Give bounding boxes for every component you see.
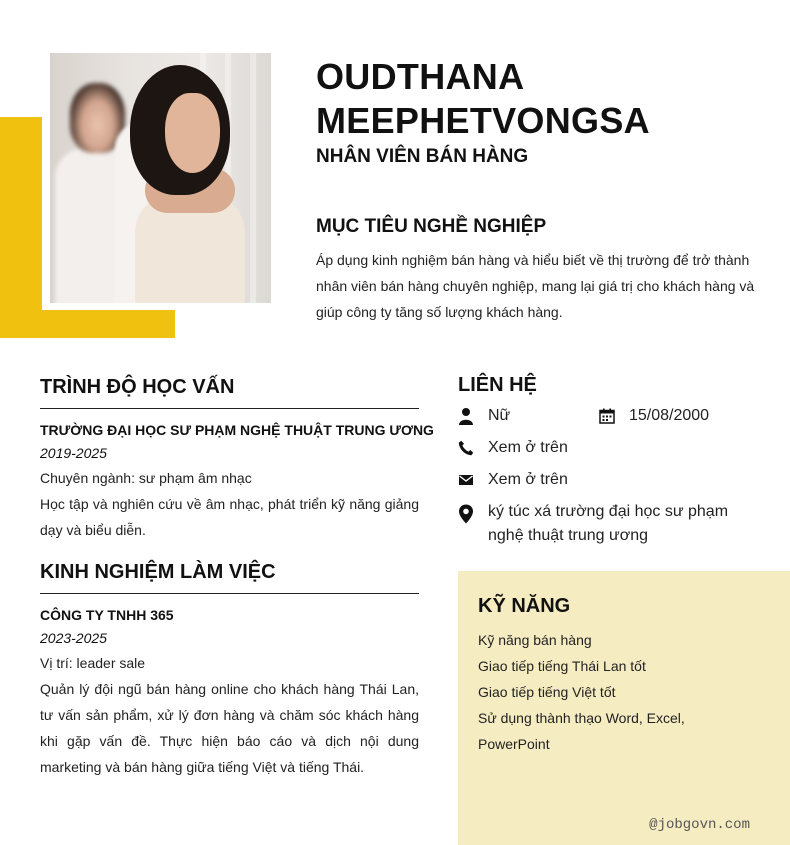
accent-bar-vertical	[0, 117, 42, 338]
education-description: Học tập và nghiên cứu về âm nhạc, phát triển kỹ năng giảng dạy và biểu diễn.	[40, 496, 419, 538]
education-divider	[40, 408, 419, 409]
education-period: 2019-2025	[40, 445, 107, 461]
skill-item: Sử dụng thành thạo Word, Excel, PowerPoint	[478, 710, 685, 752]
skills-title: KỸ NĂNG	[478, 595, 571, 617]
calendar-icon	[599, 408, 615, 424]
education-title: TRÌNH ĐỘ HỌC VẤN	[40, 376, 235, 398]
accent-bar-horizontal	[0, 310, 175, 338]
experience-company: CÔNG TY TNHH 365	[40, 607, 174, 623]
experience-title: KINH NGHIỆM LÀM VIỆC	[40, 561, 276, 583]
location-pin-icon	[457, 504, 475, 524]
phone-icon	[458, 440, 474, 456]
contact-birthday: 15/08/2000	[629, 407, 710, 424]
envelope-icon	[458, 472, 474, 488]
experience-position: Vị trí: leader sale	[40, 655, 146, 671]
profile-photo	[50, 53, 271, 303]
contact-gender: Nữ	[488, 407, 511, 424]
experience-divider	[40, 593, 419, 594]
education-major: Chuyên ngành: sư phạm âm nhạc	[40, 470, 252, 486]
objective-title: MỤC TIÊU NGHỀ NGHIỆP	[316, 216, 547, 237]
skill-item: Giao tiếp tiếng Thái Lan tốt	[478, 658, 646, 674]
education-school: TRƯỜNG ĐẠI HỌC SƯ PHẠM NGHỆ THUẬT TRUNG ƯƠNG	[40, 422, 434, 438]
objective-text: Áp dụng kinh nghiệm bán hàng và hiểu biết về thị trường để trở thành nhân viên bán hàng chuyên nghiệp, mang lại giá trị cho khách hàng và giúp công ty tăng số lượng khách hàng.	[316, 252, 755, 320]
contact-email: Xem ở trên	[488, 471, 568, 488]
contact-address: ký túc xá trường đại học sư phạm nghệ thuật trung ương	[488, 503, 729, 544]
experience-description: Quản lý đội ngũ bán hàng online cho khách hàng Thái Lan, tư vấn sản phẩm, xử lý đơn hàng và chăm sóc khách hàng khi gặp vấn đề. Thực hiện báo cáo và dịch nội dung marketing và bán hàng giữa tiếng Việt và tiếng Thái.	[40, 681, 419, 775]
contact-phone: Xem ở trên	[488, 439, 568, 456]
watermark: @jobgovn.com	[649, 817, 750, 833]
skill-item: Kỹ năng bán hàng	[478, 632, 592, 648]
job-title: NHÂN VIÊN BÁN HÀNG	[316, 146, 529, 167]
skills-list	[478, 627, 738, 757]
experience-period: 2023-2025	[40, 630, 107, 646]
candidate-name: OUDTHANA MEEPHETVONGSA	[316, 56, 650, 141]
skill-item: Giao tiếp tiếng Việt tốt	[478, 684, 616, 700]
skills-panel	[458, 571, 790, 845]
contact-title: LIÊN HỆ	[458, 374, 537, 396]
person-icon	[458, 408, 474, 424]
